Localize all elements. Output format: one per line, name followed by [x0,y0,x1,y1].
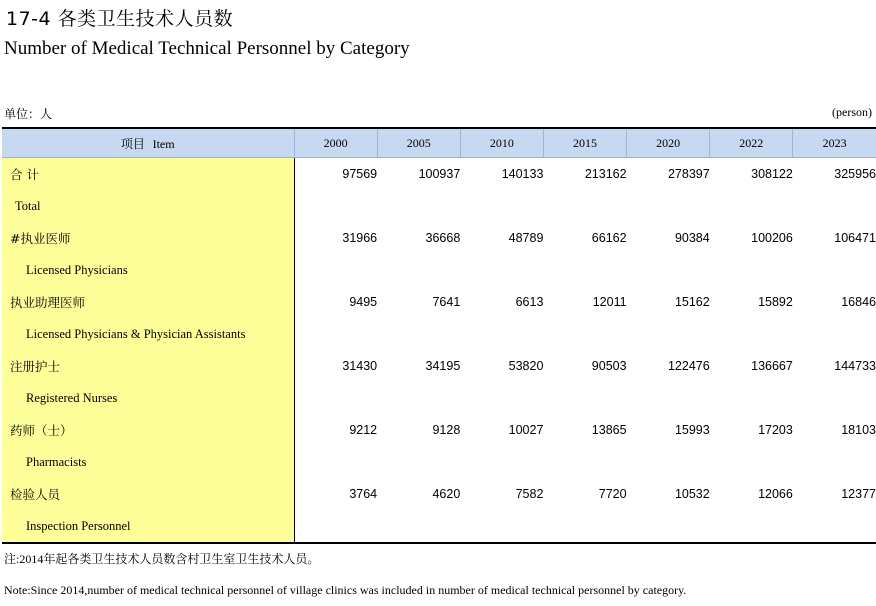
row-label-cn [2,158,294,191]
empty-cell [377,190,460,222]
empty-cell [543,318,626,350]
row-label-cn [2,350,294,382]
empty-cell [793,318,876,350]
empty-cell [377,382,460,414]
row-label-cn-text: 检验人员 [10,487,61,502]
empty-cell [627,190,710,222]
row-label-cn [2,286,294,318]
table-cell-value: 15993 [674,423,710,437]
empty-cell [294,254,377,286]
empty-cell [460,190,543,222]
empty-cell [543,510,626,543]
empty-cell [460,254,543,286]
row-label-cn-text: #执业医师 [10,231,71,246]
empty-cell [710,318,793,350]
table-cell-value: 31966 [342,231,378,245]
table-cell-value: 7582 [515,487,544,501]
row-label-cn-text: 执业助理医师 [10,295,86,310]
empty-cell [627,382,710,414]
page-title-chinese: 17-4 各类卫生技术人员数 [6,8,234,30]
empty-cell [543,446,626,478]
empty-cell [460,318,543,350]
table-cell-value: 15162 [674,295,710,309]
empty-cell [377,254,460,286]
empty-cell [710,190,793,222]
empty-cell [793,254,876,286]
empty-cell [294,382,377,414]
table-row [2,414,876,446]
table-cell-value: 90384 [674,231,710,245]
table-cell-value: 278397 [667,167,710,181]
table-cell-value: 7641 [432,295,461,309]
table-cell-value: 106471 [834,231,876,245]
empty-cell [294,190,377,222]
row-label-en-text: Licensed Physicians [26,262,128,277]
row-label-en-text: Total [15,198,41,213]
table-cell-value: 136667 [751,359,793,373]
empty-cell [294,446,377,478]
year-header-2020: 2020 [627,128,710,158]
table-cell-value: 3764 [349,487,378,501]
table-cell-value: 53820 [508,359,544,373]
row-label-en-text: Inspection Personnel [26,518,131,533]
table-cell-value: 12011 [592,295,627,309]
item-header-en: Item [152,136,175,151]
table-cell-value: 17203 [758,423,793,437]
table-cell-value: 34195 [425,359,461,373]
table-cell-value: 4620 [432,487,461,501]
empty-cell [710,510,793,543]
empty-cell [377,510,460,543]
table-row-english [2,190,876,222]
empty-cell [793,382,876,414]
table-row-english [2,510,876,543]
page-title-english: Number of Medical Technical Personnel by Category [4,38,410,59]
empty-cell [294,510,377,543]
item-header-cn: 项目 [120,136,145,151]
footnote-english: Note:Since 2014,number of medical technical personnel of village clinics was included in number of medical technical personnel by category. [4,583,687,597]
row-label-cn-text: 合 计 [10,167,39,182]
table-row [2,286,876,318]
year-header-2022: 2022 [710,128,793,158]
unit-label-english: (person) [832,105,872,119]
table-cell-value: 308122 [751,167,793,181]
footnote-chinese: 注:2014年起各类卫生技术人员数含村卫生室卫生技术人员。 [4,552,320,566]
table-cell-value: 144733 [834,359,876,373]
table-cell-value: 140133 [501,167,544,181]
table-row [2,222,876,254]
table-row [2,350,876,382]
table-header-row [2,128,876,158]
empty-cell [460,446,543,478]
empty-cell [627,254,710,286]
item-column-header [2,128,294,158]
table-cell-value: 16846 [841,295,876,309]
table-cell-value: 31430 [342,359,378,373]
table-cell-value: 12377 [841,487,876,501]
table-cell-value: 7720 [598,487,627,501]
table-cell-value: 97569 [342,167,378,181]
table-row-english [2,318,876,350]
table-cell-value: 66162 [591,231,627,245]
table-cell-value: 325956 [834,167,876,181]
empty-cell [627,446,710,478]
table-cell-value: 10532 [674,487,710,501]
row-label-en-text: Pharmacists [26,454,87,469]
row-label-en [2,510,294,543]
row-label-en [2,318,294,350]
empty-cell [710,446,793,478]
table-cell-value: 9212 [349,423,378,437]
year-header-2000: 2000 [294,128,377,158]
row-label-en-text: Licensed Physicians & Physician Assistants [26,326,246,341]
row-label-en [2,254,294,286]
empty-cell [460,510,543,543]
table-cell-value: 18103 [841,423,876,437]
empty-cell [793,510,876,543]
row-label-en [2,446,294,478]
row-label-cn [2,478,294,510]
empty-cell [377,446,460,478]
table-cell-value: 13865 [591,423,627,437]
empty-cell [460,382,543,414]
personnel-table [2,127,876,544]
table-row-english [2,446,876,478]
table-row [2,478,876,510]
unit-label-chinese: 单位：人 [4,107,53,121]
table-row-english [2,254,876,286]
table-cell-value: 36668 [425,231,461,245]
empty-cell [710,254,793,286]
table-cell-value: 100206 [751,231,793,245]
table-cell-value: 122476 [667,359,710,373]
table-cell-value: 6613 [515,295,544,309]
year-header-2010: 2010 [460,128,543,158]
table-cell-value: 15892 [758,295,793,309]
year-header-2023: 2023 [793,128,876,158]
table-row [2,158,876,191]
empty-cell [627,318,710,350]
year-header-2005: 2005 [377,128,460,158]
row-label-en [2,382,294,414]
empty-cell [543,254,626,286]
row-label-cn [2,414,294,446]
row-label-en-text: Registered Nurses [26,390,118,405]
row-label-cn-text: 药师（士） [10,423,73,438]
row-label-cn [2,222,294,254]
table-cell-value: 9128 [432,423,461,437]
empty-cell [710,382,793,414]
year-header-2015: 2015 [543,128,626,158]
table-cell-value: 90503 [591,359,627,373]
table-cell-value: 9495 [349,295,378,309]
empty-cell [543,382,626,414]
empty-cell [793,190,876,222]
table-cell-value: 213162 [584,167,627,181]
row-label-cn-text: 注册护士 [10,359,61,374]
table-cell-value: 48789 [508,231,544,245]
table-cell-value: 10027 [508,423,544,437]
table-cell-value: 100937 [418,167,461,181]
empty-cell [294,318,377,350]
row-label-en [2,190,294,222]
empty-cell [543,190,626,222]
table-row-english [2,382,876,414]
empty-cell [627,510,710,543]
table-cell-value: 12066 [758,487,793,501]
empty-cell [793,446,876,478]
table-body [2,158,876,544]
empty-cell [377,318,460,350]
